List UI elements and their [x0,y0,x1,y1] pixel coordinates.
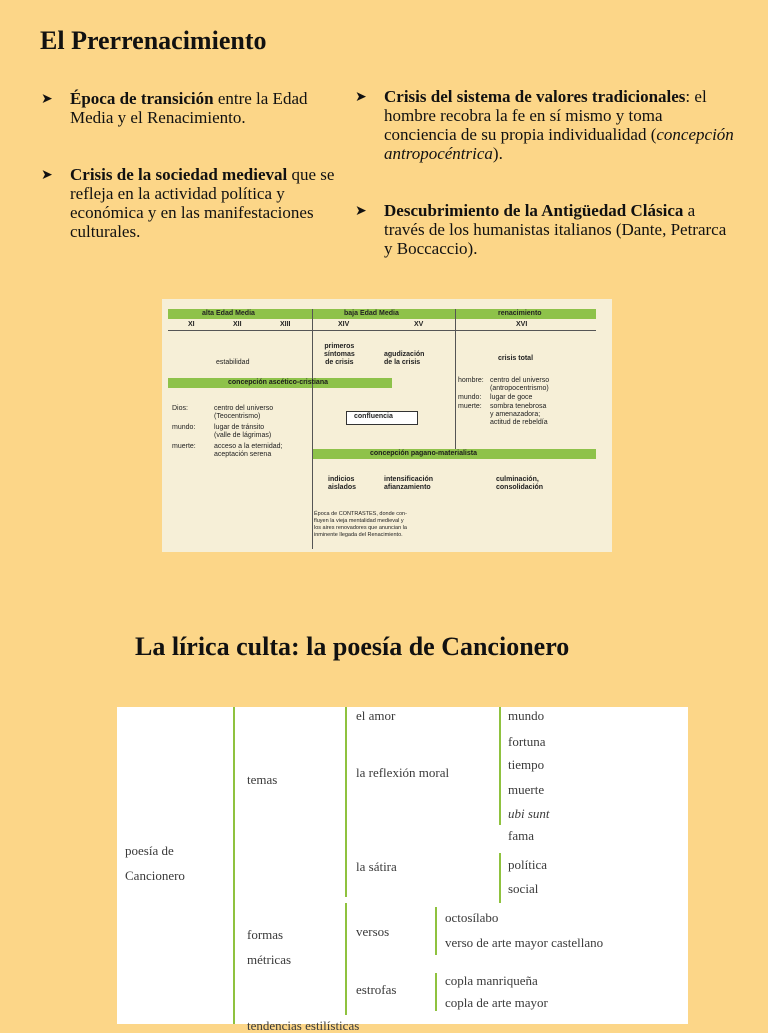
formas-metricas: formas métricas [247,927,292,967]
copla-arte-mayor: copla de arte mayor [445,995,548,1010]
century-xiv: XIV [338,321,350,328]
politica: política [508,857,547,872]
mundo-value-2: lugar de goce [490,394,533,401]
bullet-antiguedad: ➤ Descubrimiento de la Antigüedad Clásica a través de los humanistas italianos (Dante, Petrarca y Boccaccio). [355,201,727,258]
muerte-label-2: muerte: [458,403,482,410]
mundo-value: lugar de tránsito (valle de lágrimas) [214,424,272,439]
hombre-value: centro del universo (antropocentrismo) [490,377,550,392]
social: social [508,881,539,896]
cancionero-table [117,707,688,1033]
la-satira: la sátira [356,859,397,874]
primeros-sintomas: primeros síntomas de crisis [324,343,355,366]
hombre-label: hombre: [458,377,484,384]
ubi-sunt: ubi sunt [508,806,550,821]
section-title-prerrenacimiento: El Prerrenacimiento [40,26,267,55]
root-poesia-cancionero: poesía de Cancionero [125,843,185,883]
confluencia: confluencia [354,413,393,420]
epoca-contrastes: Época de CONTRASTES, donde con- fluyen la vieja mentalidad medieval y los aires renovadores que anuncian la inminente llegada del Renacimiento. [314,511,407,538]
concepcion-pagano: concepción pagano-materialista [370,450,477,457]
fortuna: fortuna [508,734,546,749]
mundo-label-2: mundo: [458,394,482,401]
right-bullets [355,87,735,258]
header-baja: baja Edad Media [344,310,399,317]
estabilidad: estabilidad [216,359,250,366]
culminacion: culminación, consolidación [496,476,544,491]
arrow-bullet-icon: ➤ [41,92,53,107]
intensificacion: intensificación afianzamiento [384,476,434,491]
century-xi: XI [188,321,195,328]
arrow-bullet-icon: ➤ [355,204,367,219]
arrow-bullet-icon: ➤ [41,168,53,183]
fama: fama [508,828,534,843]
estrofas: estrofas [356,982,397,997]
century-xiii: XIII [280,321,291,328]
el-amor: el amor [356,708,396,723]
bullet-crisis-valores: ➤ Crisis del sistema de valores tradicionales: el hombre recobra la fe en sí mismo y toma conciencia de su propia individualidad (concepción antropocéntrica). [355,87,734,163]
crisis-total: crisis total [498,355,534,362]
bullet-crisis-sociedad: ➤ Crisis de la sociedad medieval que se refleja en la actividad política y económica y en las manifestaciones culturales. [41,165,335,241]
agudizacion: agudización de la crisis [384,351,425,366]
arrow-bullet-icon: ➤ [355,90,367,105]
octosilabo: octosílabo [445,910,499,925]
temas: temas [247,772,278,787]
indicios: indicios aislados [328,476,357,491]
tendencias-estilisticas: tendencias estilísticas [247,1018,360,1033]
section-title-lirica: La lírica culta: la poesía de Cancionero [135,632,570,661]
copla-manriquena: copla manriqueña [445,973,538,988]
muerte-value-2: sombra tenebrosa y amenazadora; actitud de rebeldía [490,403,548,426]
muerte: muerte [508,782,545,797]
century-xvi: XVI [516,321,528,328]
dios-value: centro del universo (Teocentrismo) [214,405,274,420]
mundo: mundo [508,708,545,723]
century-xv: XV [414,321,424,328]
header-alta: alta Edad Media [202,310,255,317]
left-bullets [41,89,341,241]
bullet-epoca: ➤ Época de transición entre la Edad Media y el Renacimiento. [41,89,308,127]
muerte-value: acceso a la eternidad; aceptación serena [214,443,283,458]
prerrenacimiento-diagram [162,299,612,552]
century-xii: XII [233,321,242,328]
versos: versos [356,924,390,939]
header-renac: renacimiento [498,310,542,317]
muerte-label: muerte: [172,443,196,450]
verso-arte-mayor: verso de arte mayor castellano [445,935,604,950]
tiempo: tiempo [508,757,545,772]
concepcion-ascetico: concepción ascético-cristiana [228,379,328,386]
reflexion-moral: la reflexión moral [356,765,450,780]
dios-label: Dios: [172,405,188,412]
mundo-label: mundo: [172,424,196,431]
